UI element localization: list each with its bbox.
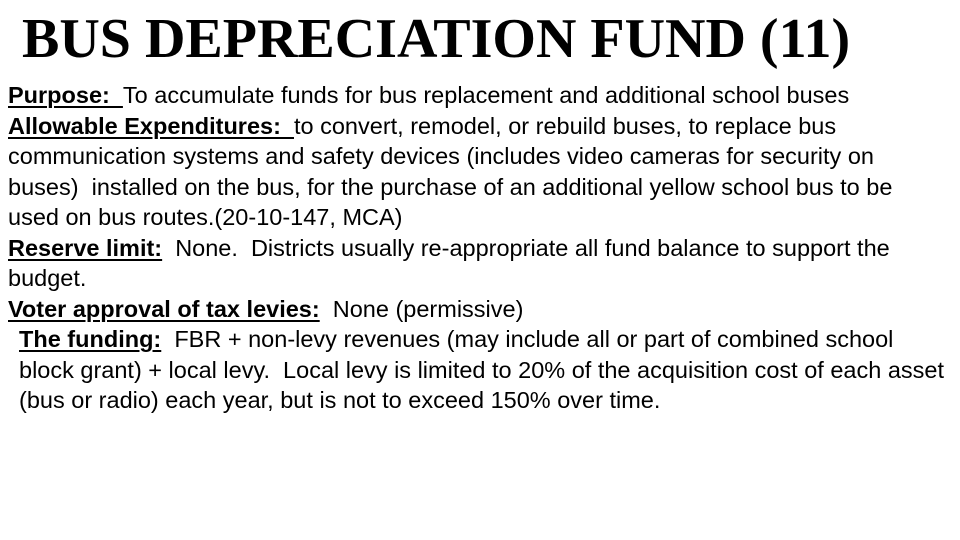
purpose-text: To accumulate funds for bus replacement and additional school buses <box>122 82 850 108</box>
allowable-expenditures-text: to convert, remodel, or rebuild buses, to replace bus communication systems and safety devices (includes video cameras for security on buses) installed on the bus, for the purchase of an additional yellow school bus to be used on bus routes.(20-10-147, MCA) <box>8 112 899 230</box>
voter-approval-paragraph <box>8 294 948 325</box>
purpose-label: Purpose: <box>8 82 123 108</box>
funding-text: FBR + non-levy revenues (may include all or part of combined school block grant) + local levy. Local levy is limited to 20% of the acquisition cost of each asset (bus or radio) each year, but is not to exceed 150% over time. <box>19 326 951 413</box>
reserve-limit-paragraph <box>8 233 948 294</box>
funding-paragraph <box>8 324 951 416</box>
purpose-paragraph <box>8 80 948 111</box>
slide-body <box>8 80 951 416</box>
reserve-limit-label: Reserve limit: <box>8 234 163 261</box>
slide-title: BUS DEPRECIATION FUND (11) <box>22 8 851 70</box>
voter-approval-text: None (permissive) <box>319 295 524 322</box>
allowable-expenditures-paragraph <box>8 111 948 233</box>
allowable-expenditures-label: Allowable Expenditures: <box>8 112 294 139</box>
funding-label: The funding: <box>19 326 162 352</box>
voter-approval-label: Voter approval of tax levies: <box>8 295 320 322</box>
reserve-limit-text: None. Districts usually re-appropriate all fund balance to support the budget. <box>8 234 897 291</box>
